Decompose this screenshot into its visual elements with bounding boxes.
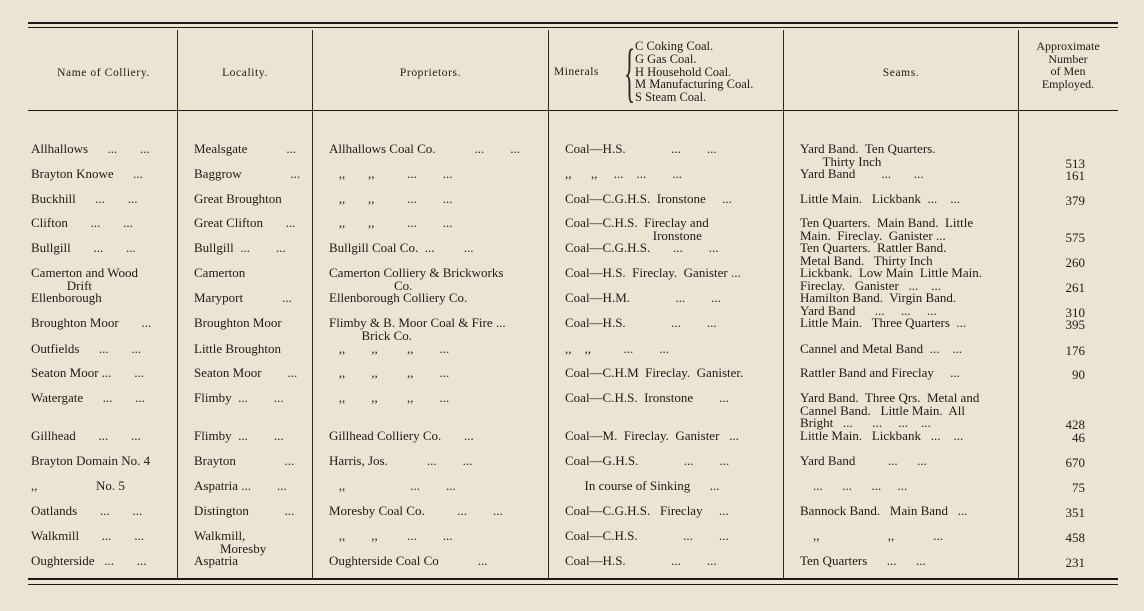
cell-locality-line: Camerton: [194, 265, 246, 280]
cell-proprietors-line: Brick Co.: [329, 327, 413, 343]
cell-men-employed: 261: [1065, 279, 1085, 295]
cell-seams: [800, 267, 982, 292]
cell-colliery: [31, 530, 144, 543]
cell-minerals-line: In course of Sinking ...: [565, 478, 720, 493]
header-employed: [1019, 40, 1117, 90]
cell-colliery: [31, 505, 142, 518]
cell-locality: [194, 193, 282, 206]
cell-proprietors: [329, 505, 503, 518]
cell-proprietors-line: Flimby & B. Moor Coal & Fire ...: [329, 315, 506, 330]
cell-proprietors: [329, 168, 453, 181]
cell-seams-line: Yard Band. Three Qrs. Metal and: [800, 390, 980, 405]
cell-locality: [194, 292, 292, 305]
mineral-key-item: H Household Coal.: [635, 64, 732, 79]
cell-locality: [194, 367, 297, 380]
cell-seams-line: ,, ,, ...: [800, 528, 943, 543]
cell-men-employed: 513: [1065, 155, 1085, 171]
header-employed-line: Employed.: [1041, 76, 1095, 91]
cell-locality-line: Walkmill,: [194, 528, 246, 543]
cell-proprietors-line: ,, ,, ... ...: [329, 191, 453, 206]
header-proprietors: Proprietors.: [399, 67, 462, 79]
cell-colliery: [31, 168, 143, 181]
cell-colliery: [31, 143, 150, 156]
cell-colliery: [31, 480, 125, 493]
mineral-key-item: G Gas Coal.: [635, 51, 697, 66]
cell-seams: [800, 480, 907, 493]
cell-men-employed: 458: [1065, 530, 1085, 545]
cell-proprietors-line: ,, ,, ... ...: [329, 528, 453, 543]
cell-locality: [194, 392, 284, 405]
cell-seams-line: Metal Band. Thirty Inch: [800, 252, 933, 268]
cell-colliery-line: Seaton Moor ... ...: [31, 365, 145, 380]
cell-minerals: [565, 555, 717, 568]
header-colliery: Name of Colliery.: [57, 67, 150, 79]
cell-minerals: [565, 367, 743, 380]
cell-minerals: [565, 168, 682, 181]
cell-seams: [800, 292, 956, 317]
cell-minerals-line: Coal—C.G.H.S. Fireclay ...: [565, 503, 729, 518]
top-double-rule-a: [28, 22, 1118, 24]
top-double-rule-b: [28, 27, 1118, 28]
cell-seams: [800, 555, 926, 568]
cell-men-employed: 260: [1065, 254, 1085, 270]
mineral-key-item: S Steam Coal.: [635, 90, 707, 105]
cell-proprietors: [329, 430, 474, 443]
column-divider: [177, 30, 178, 578]
cell-locality: [194, 430, 284, 443]
bottom-double-rule-a: [28, 578, 1118, 580]
cell-colliery-line: ,, No. 5: [31, 478, 125, 493]
cell-colliery: [31, 242, 136, 255]
cell-seams-line: Yard Band ... ...: [800, 453, 927, 468]
cell-locality: [194, 217, 295, 230]
cell-minerals: [565, 480, 720, 493]
cell-locality-line: Great Broughton: [194, 191, 282, 206]
cell-seams: [800, 455, 927, 468]
cell-colliery-line: Camerton and Wood: [31, 265, 139, 280]
cell-colliery-line: Walkmill ... ...: [31, 528, 145, 543]
cell-men-employed: 46: [1072, 430, 1085, 445]
cell-seams: [800, 193, 960, 206]
cell-colliery: [31, 555, 147, 568]
cell-seams: [800, 530, 943, 543]
cell-locality-line: Great Clifton ...: [194, 215, 296, 230]
cell-locality-line: Flimby ... ...: [194, 390, 284, 405]
cell-proprietors: [329, 242, 473, 255]
cell-men-employed: 176: [1065, 343, 1085, 358]
cell-seams-line: Bright ... ... ... ...: [800, 415, 931, 430]
cell-locality: [194, 555, 238, 568]
cell-colliery-line: Oughterside ... ...: [31, 553, 147, 568]
cell-minerals-line: Coal—H.S. Fireclay. Ganister ...: [565, 265, 741, 280]
cell-minerals: [565, 217, 709, 242]
cell-colliery: [31, 343, 141, 356]
cell-seams-line: Little Main. Three Quarters ...: [800, 315, 967, 330]
cell-minerals: [565, 193, 732, 206]
cell-locality-line: Flimby ... ...: [194, 428, 284, 443]
column-divider: [783, 30, 784, 578]
cell-minerals: [565, 242, 718, 255]
cell-seams-line: Yard Band ... ... ...: [800, 302, 937, 318]
cell-seams-line: ... ... ... ...: [800, 478, 908, 493]
cell-minerals-line: Coal—C.H.S. ... ...: [565, 528, 729, 543]
cell-locality-line: Bullgill ... ...: [194, 240, 286, 255]
cell-men-employed: 670: [1065, 455, 1085, 470]
cell-minerals: [565, 505, 729, 518]
cell-proprietors: [329, 217, 453, 230]
cell-locality-line: Aspatria ... ...: [194, 478, 287, 493]
cell-colliery: [31, 267, 138, 292]
cell-seams: [800, 367, 960, 380]
cell-proprietors: [329, 530, 453, 543]
cell-locality: [194, 505, 294, 518]
cell-colliery-line: Gillhead ... ...: [31, 428, 141, 443]
cell-proprietors: [329, 292, 467, 305]
cell-minerals: [565, 430, 739, 443]
cell-colliery-line: Brayton Domain No. 4: [31, 453, 151, 468]
cell-seams: [800, 168, 924, 181]
cell-seams: [800, 242, 946, 267]
brace-icon: {: [624, 36, 636, 109]
column-divider: [312, 30, 313, 578]
cell-locality-line: Aspatria: [194, 553, 239, 568]
cell-colliery-line: Buckhill ... ...: [31, 191, 138, 206]
cell-minerals-line: Coal—C.H.S. Ironstone ...: [565, 390, 729, 405]
cell-proprietors-line: Oughterside Coal Co ...: [329, 553, 488, 568]
cell-colliery: [31, 455, 150, 468]
cell-locality-line: Seaton Moor ...: [194, 365, 298, 380]
cell-locality: [194, 168, 300, 181]
mineral-key-item: M Manufacturing Coal.: [635, 77, 754, 92]
cell-proprietors: [329, 317, 506, 342]
cell-colliery: [31, 292, 102, 305]
cell-proprietors-line: Allhallows Coal Co. ... ...: [329, 141, 521, 156]
cell-locality: [194, 455, 294, 468]
cell-seams-line: Yard Band ... ...: [800, 166, 924, 181]
header-seams: Seams.: [882, 67, 920, 79]
cell-proprietors-line: Camerton Colliery & Brickworks: [329, 265, 504, 280]
cell-seams: [800, 343, 962, 356]
cell-colliery: [31, 430, 141, 443]
cell-proprietors-line: ,, ,, ,, ...: [329, 341, 450, 356]
cell-locality-line: Little Broughton: [194, 341, 282, 356]
cell-proprietors: [329, 392, 449, 405]
cell-proprietors-line: ,, ,, ,, ...: [329, 365, 450, 380]
cell-colliery-line: Oatlands ... ...: [31, 503, 143, 518]
bottom-double-rule-b: [28, 584, 1118, 585]
cell-seams: [800, 505, 968, 518]
header-bottom-rule: [28, 110, 1118, 111]
cell-men-employed: 75: [1072, 480, 1085, 495]
cell-men-employed: 310: [1065, 304, 1085, 320]
cell-proprietors-line: ,, ,, ,, ...: [329, 390, 450, 405]
cell-proprietors-line: Moresby Coal Co. ... ...: [329, 503, 503, 518]
column-divider: [548, 30, 549, 578]
cell-minerals-line: Coal—G.H.S. ... ...: [565, 453, 730, 468]
cell-proprietors-line: ,, ... ...: [329, 478, 456, 493]
cell-seams-line: Hamilton Band. Virgin Band.: [800, 290, 957, 305]
cell-seams: [800, 430, 963, 443]
cell-seams: [800, 217, 973, 242]
cell-minerals: [565, 392, 729, 405]
cell-seams-line: Cannel and Metal Band ... ...: [800, 341, 963, 356]
cell-proprietors: [329, 143, 520, 156]
cell-proprietors: [329, 267, 503, 292]
mineral-key: [635, 40, 753, 104]
cell-colliery-line: Broughton Moor ...: [31, 315, 152, 330]
cell-minerals-line: Ironstone: [565, 227, 702, 243]
cell-seams-line: Little Main. Lickbank ... ...: [800, 428, 964, 443]
cell-proprietors-line: Harris, Jos. ... ...: [329, 453, 473, 468]
cell-men-employed: 428: [1065, 417, 1085, 432]
header-employed-line: Approximate: [1036, 39, 1100, 53]
cell-seams-line: Ten Quarters ... ...: [800, 553, 926, 568]
cell-locality: [194, 242, 286, 255]
cell-minerals: [565, 530, 729, 543]
column-divider: [1018, 30, 1019, 578]
cell-proprietors-line: Co.: [329, 277, 413, 293]
cell-locality: [194, 343, 281, 356]
cell-minerals: [565, 317, 717, 330]
cell-seams-line: Fireclay. Ganister ... ...: [800, 277, 942, 293]
cell-locality: [194, 267, 245, 280]
cell-seams-line: Yard Band. Ten Quarters.: [800, 141, 936, 156]
cell-seams-line: Bannock Band. Main Band ...: [800, 503, 968, 518]
header-employed-line: Number: [1048, 51, 1088, 66]
cell-colliery-line: Clifton ... ...: [31, 215, 133, 230]
cell-locality-line: Moresby: [194, 540, 267, 556]
cell-colliery-line: Allhallows ... ...: [31, 141, 150, 156]
cell-minerals-line: Coal—C.H.M Fireclay. Ganister.: [565, 365, 744, 380]
header-minerals: Minerals: [554, 66, 599, 78]
mineral-key-item: C Coking Coal.: [635, 39, 714, 53]
cell-minerals: [565, 343, 669, 356]
cell-seams-line: Rattler Band and Fireclay ...: [800, 365, 960, 380]
cell-minerals-line: ,, ,, ... ... ...: [565, 166, 682, 181]
cell-seams: [800, 143, 935, 168]
cell-locality-line: Broughton Moor: [194, 315, 282, 330]
cell-proprietors-line: ,, ,, ... ...: [329, 215, 453, 230]
cell-proprietors: [329, 555, 488, 568]
cell-colliery-line: Ellenborough: [31, 290, 102, 305]
header-employed-line: of Men: [1050, 64, 1086, 78]
cell-locality-line: Brayton ...: [194, 453, 295, 468]
cell-colliery-line: Bullgill ... ...: [31, 240, 136, 255]
cell-seams: [800, 392, 979, 430]
cell-locality: [194, 317, 282, 330]
cell-colliery-line: Drift: [31, 277, 93, 293]
cell-minerals: [565, 455, 729, 468]
cell-seams: [800, 317, 966, 330]
cell-minerals-line: Coal—C.G.H.S. ... ...: [565, 240, 719, 255]
cell-proprietors: [329, 343, 449, 356]
cell-seams-line: Ten Quarters. Rattler Band.: [800, 240, 947, 255]
cell-men-employed: 395: [1065, 317, 1085, 332]
cell-proprietors-line: Gillhead Colliery Co. ...: [329, 428, 474, 443]
cell-men-employed: 90: [1072, 367, 1085, 382]
header-locality: Locality.: [222, 67, 268, 79]
cell-proprietors-line: ,, ,, ... ...: [329, 166, 453, 181]
cell-minerals-line: Coal—H.S. ... ...: [565, 315, 717, 330]
cell-locality: [194, 480, 287, 493]
cell-men-employed: 161: [1065, 168, 1085, 183]
cell-proprietors: [329, 455, 472, 468]
cell-seams-line: Thirty Inch: [800, 153, 882, 169]
cell-proprietors: [329, 367, 449, 380]
cell-minerals-line: ,, ,, ... ...: [565, 341, 669, 356]
cell-seams-line: Ten Quarters. Main Band. Little: [800, 215, 974, 230]
cell-men-employed: 379: [1065, 193, 1085, 208]
cell-colliery-line: Watergate ... ...: [31, 390, 145, 405]
cell-locality: [194, 143, 296, 156]
cell-colliery-line: Outfields ... ...: [31, 341, 142, 356]
cell-colliery: [31, 193, 138, 206]
cell-seams-line: Cannel Band. Little Main. All: [800, 402, 966, 418]
cell-seams-line: Main. Fireclay. Ganister ...: [800, 227, 946, 243]
cell-minerals-line: Coal—H.S. ... ...: [565, 141, 717, 156]
cell-seams-line: Lickbank. Low Main Little Main.: [800, 265, 982, 280]
cell-locality-line: Baggrow ...: [194, 166, 301, 181]
cell-minerals-line: Coal—M. Fireclay. Ganister ...: [565, 428, 739, 443]
cell-men-employed: 351: [1065, 505, 1085, 520]
cell-proprietors: [329, 193, 453, 206]
cell-locality: [194, 530, 266, 555]
cell-locality-line: Mealsgate ...: [194, 141, 297, 156]
cell-proprietors-line: Ellenborough Colliery Co.: [329, 290, 468, 305]
cell-minerals-line: Coal—C.H.S. Fireclay and: [565, 215, 709, 230]
cell-locality-line: Maryport ...: [194, 290, 292, 305]
cell-men-employed: 231: [1065, 555, 1085, 570]
cell-men-employed: 575: [1065, 229, 1085, 245]
cell-colliery: [31, 217, 133, 230]
cell-minerals-line: Coal—C.G.H.S. Ironstone ...: [565, 191, 732, 206]
cell-proprietors: [329, 480, 456, 493]
cell-proprietors-line: Bullgill Coal Co. ... ...: [329, 240, 474, 255]
cell-minerals-line: Coal—H.M. ... ...: [565, 290, 721, 305]
cell-minerals: [565, 292, 721, 305]
cell-minerals-line: Coal—H.S. ... ...: [565, 553, 717, 568]
cell-minerals: [565, 267, 741, 280]
cell-locality-line: Distington ...: [194, 503, 295, 518]
cell-seams-line: Little Main. Lickbank ... ...: [800, 191, 960, 206]
cell-colliery-line: Brayton Knowe ...: [31, 166, 143, 181]
cell-colliery: [31, 367, 144, 380]
cell-colliery: [31, 392, 145, 405]
cell-colliery: [31, 317, 151, 330]
cell-minerals: [565, 143, 717, 156]
